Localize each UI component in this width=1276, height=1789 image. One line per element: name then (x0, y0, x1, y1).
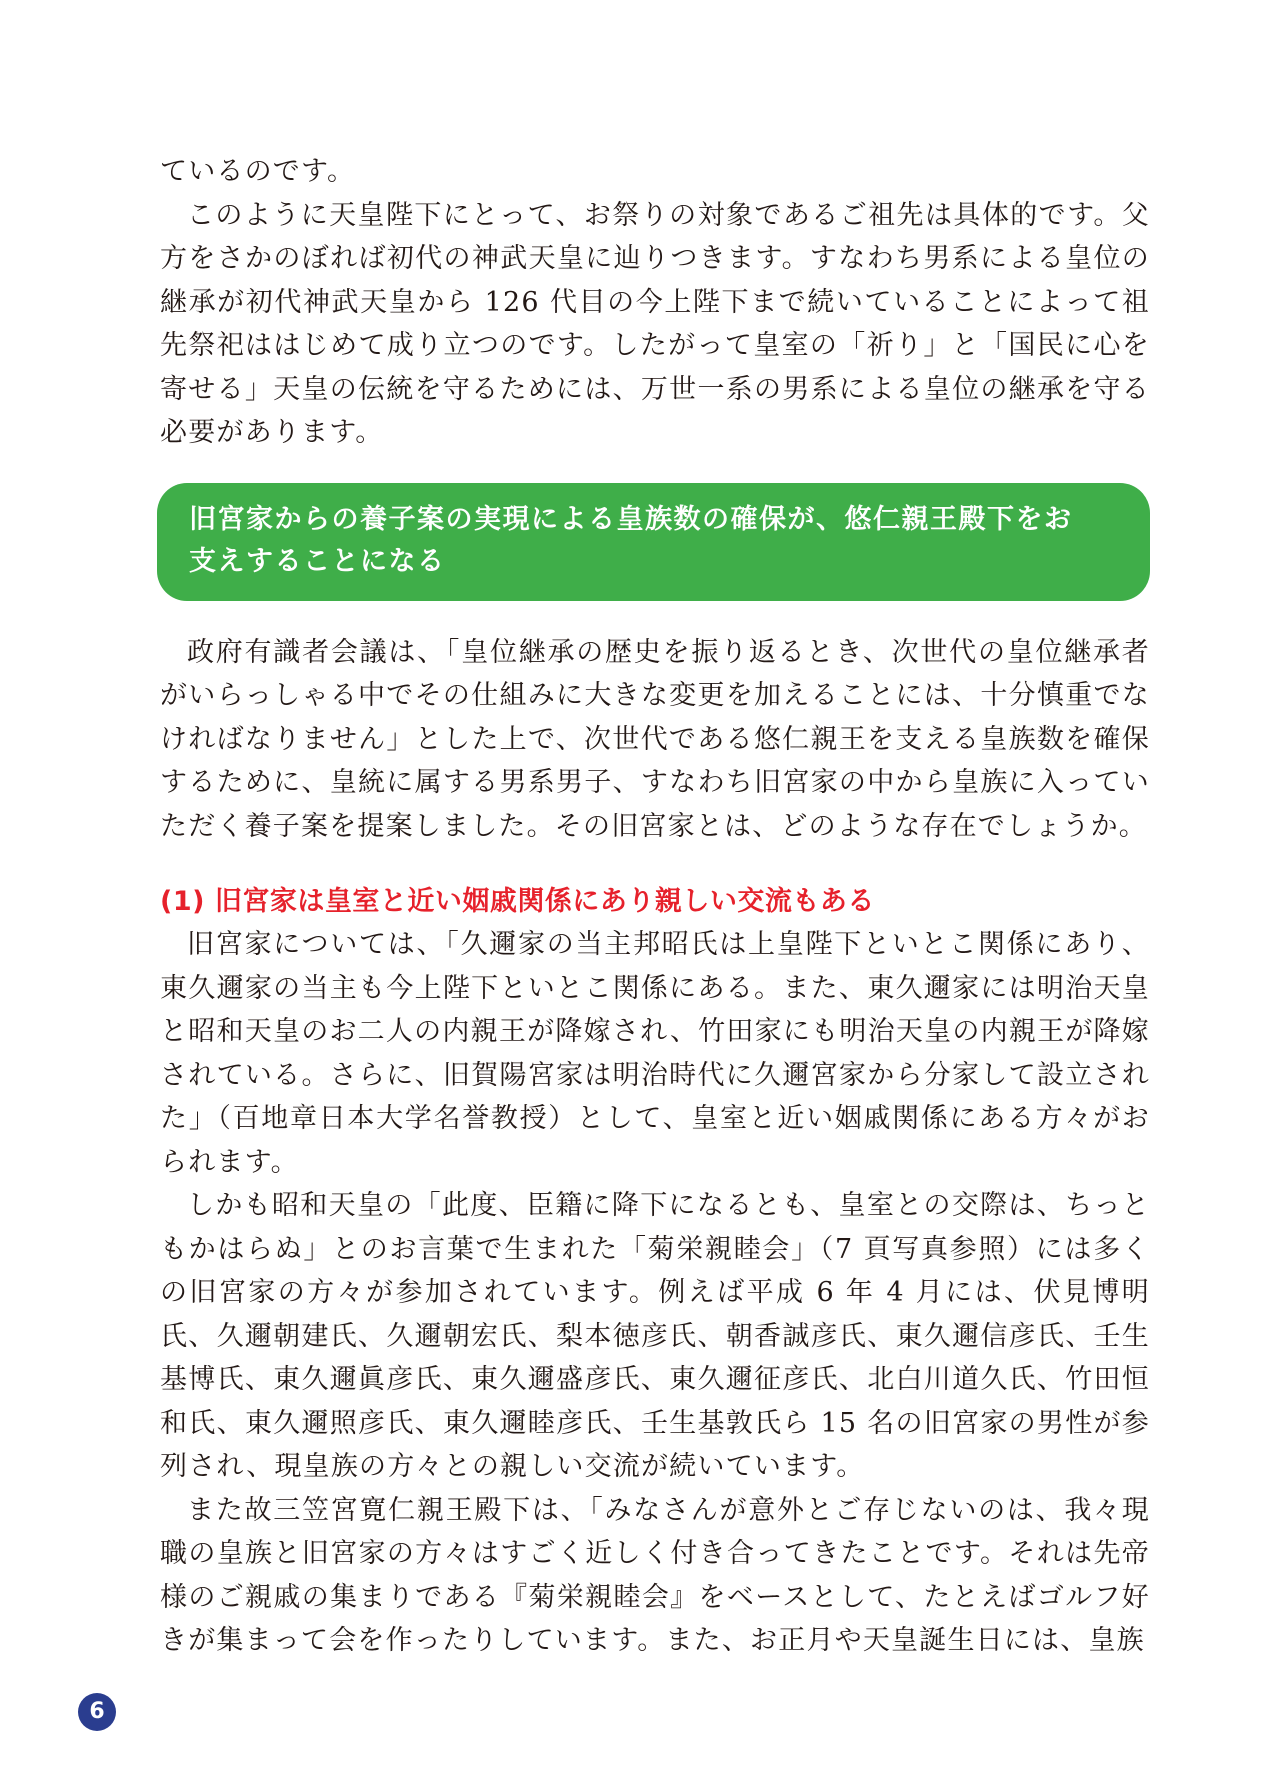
paragraph-ancestors: このように天皇陛下にとって、お祭りの対象であるご祖先は具体的です。父方をさかのぼれば初代の神武天皇に辿りつきます。すなわち男系による皇位の継承が初代神武天皇から 126 代目の今上陛下まで続いていることによって祖先祭祀ははじめて成り立つのです。したがって皇室の「祈り」と「国民に心を寄せる」天皇の伝統を守るためには、万世一系の男系による皇位の継承を守る必要があります。 (160, 199, 1150, 448)
page-content (160, 150, 1150, 1663)
paragraph-former-houses: 旧宮家については、「久邇家の当主邦昭氏は上皇陛下といとこ関係にあり、東久邇家の当主も今上陛下といとこ関係にある。また、東久邇家には明治天皇と昭和天皇のお二人の内親王が降嫁され、竹田家にも明治天皇の内親王が降嫁されている。さらに、旧賀陽宮家は明治時代に久邇宮家から分家して設立された」（百地章日本大学名誉教授）として、皇室と近い姻戚関係にある方々がおられます。 (160, 929, 1150, 1178)
page-number-badge: 6 (78, 1693, 116, 1731)
intro-line: ているのです。 (160, 156, 356, 187)
paragraph-prince-tomohito: また故三笠宮寛仁親王殿下は、「みなさんが意外とご存じないのは、我々現職の皇族と旧宮家の方々はすごく近しく付き合ってきたことです。それは先帝様のご親戚の集まりである『菊栄親睦会』をベースとして、たとえばゴルフ好きが集まって会を作ったりしています。また、お正月や天皇誕生日には、皇族 (160, 1494, 1150, 1656)
subsection-heading: (1) 旧宮家は皇室と近い姻戚関係にあり親しい交流もある (160, 886, 875, 917)
paragraph-experts-council: 政府有識者会議は、「皇位継承の歴史を振り返るとき、次世代の皇位継承者がいらっしゃる中でその仕組みに大きな変更を加えることには、十分慎重でなければなりません」とした上で、次世代である悠仁親王を支える皇族数を確保するために、皇統に属する男系男子、すなわち旧宮家の中から皇族に入っていただく養子案を提案しました。その旧宮家とは、どのような存在でしょうか。 (160, 636, 1150, 842)
paragraph-kikuei-shinbokukai: しかも昭和天皇の「此度、臣籍に降下になるとも、皇室との交際は、ちっともかはらぬ」とのお言葉で生まれた「菊栄親睦会」（7 頁写真参照）には多くの旧宮家の方々が参加されています。例えば平成 6 年 4 月には、伏見博明氏、久邇朝建氏、久邇朝宏氏、梨本徳彦氏、朝香誠彦氏、東久邇信彦氏、壬生基博氏、東久邇眞彦氏、東久邇盛彦氏、東久邇征彦氏、北白川道久氏、竹田恒和氏、東久邇照彦氏、東久邇睦彦氏、壬生基敦氏ら 15 名の旧宮家の男性が参列され、現皇族の方々との親しい交流が続いています。 (160, 1190, 1150, 1482)
section-banner: 旧宮家からの養子案の実現による皇族数の確保が、悠仁親王殿下をお 支えすることになる (157, 483, 1150, 601)
